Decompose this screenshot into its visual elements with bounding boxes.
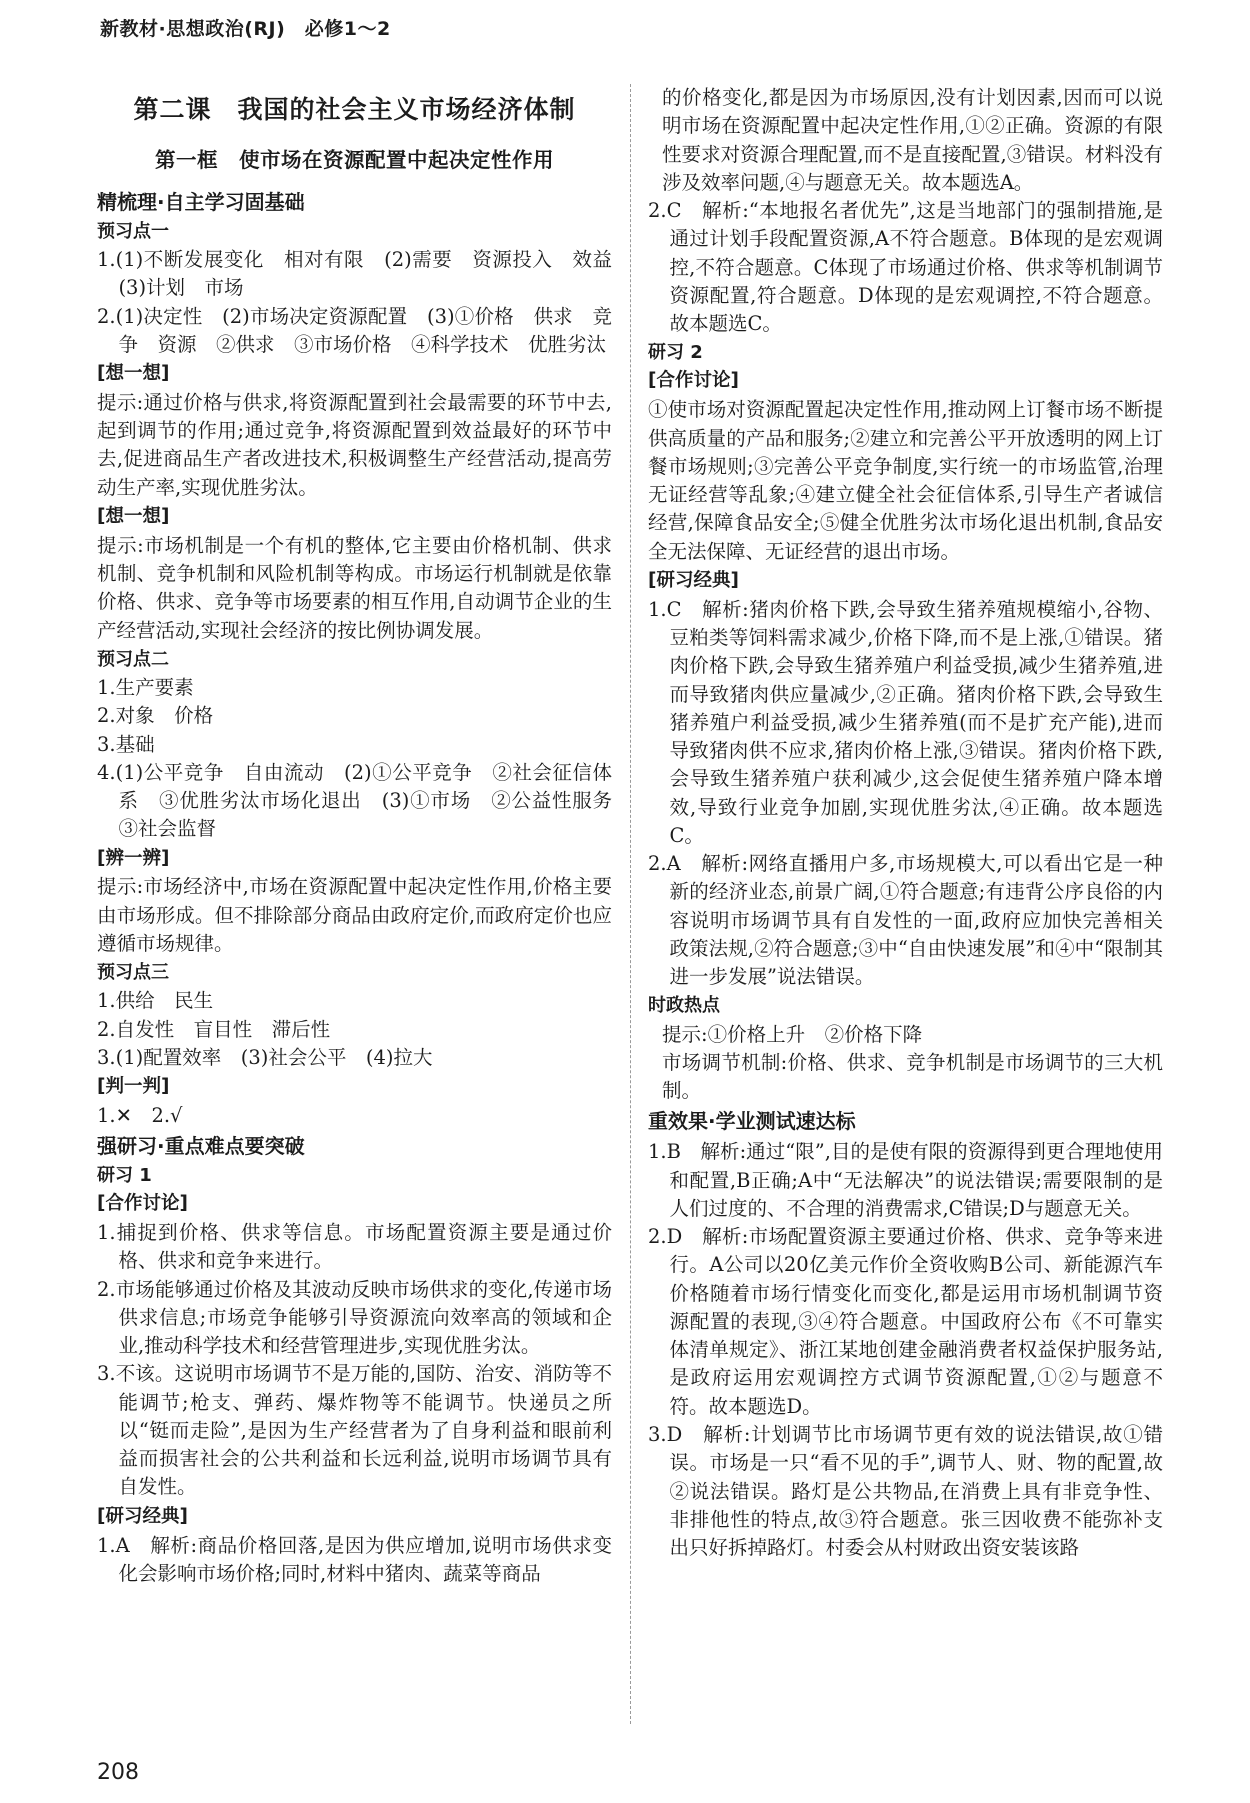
cooperation-item: 2.市场能够通过价格及其波动反映市场供求的变化,传递市场供求信息;市场竞争能够引导资源流向效率高的领域和企业,推动科学技术和经营管理进步,实现优胜劣汰。	[97, 1277, 612, 1358]
think-answer: 提示:通过价格与供求,将资源配置到社会最需要的环节中去,起到调节的作用;通过竞争,将资源配置到效益最好的环节中去,促进商品生产者改进技术,积极调整生产经营活动,提高劳动生产率,实现优胜劣汰。	[97, 390, 612, 499]
cooperation-item: 3.不该。这说明市场调节不是万能的,国防、治安、消防等不能调节;枪支、弹药、爆炸物等不能调节。快递员之所以“铤而走险”,是因为生产经营者为了自身利益和眼前利益而损害社会的公共利益和长远利益,说明市场调节具有自发性。	[97, 1362, 612, 1499]
think-heading: [想一想]	[97, 506, 170, 527]
preview-point-3-line: 3.(1)配置效率 (3)社会公平 (4)拉大	[97, 1045, 433, 1069]
section-heading-test: 重效果·学业测试速达标	[648, 1109, 856, 1134]
think-answer: 提示:市场机制是一个有机的整体,它主要由价格机制、供求机制、竞争机制和风险机制等构成。市场运行机制就是依靠价格、供求、竞争等市场要素的相互作用,自动调节企业的生产经营活动,实现社会经济的按比例协调发展。	[97, 533, 612, 642]
classic-heading: [研习经典]	[97, 1505, 188, 1527]
cooperation-item: 1.捕捉到价格、供求等信息。市场配置资源主要是通过价格、供求和竞争来进行。	[97, 1221, 612, 1273]
section-heading-study: 强研习·重点难点要突破	[97, 1134, 305, 1159]
preview-point-2-line: 2.对象 价格	[97, 704, 214, 728]
preview-point-3-line: 2.自发性 盲目性 滞后性	[97, 1017, 331, 1041]
preview-point-1-line: 1.(1)不断发展变化 相对有限 (2)需要 资源投入 效益 (3)计划 市场	[97, 248, 632, 300]
column-divider	[630, 84, 631, 1724]
preview-point-3-line: 1.供给 民生	[97, 989, 214, 1013]
classic-item: 2.C 解析:“本地报名者优先”,这是当地部门的强制措施,是通过计划手段配置资源,A不符合题意。B体现的是宏观调控,不符合题意。C体现了市场通过价格、供求等机制调节资源配置,符合题意。D体现的是宏观调控,不符合题意。故本题选C。	[648, 199, 1163, 336]
page-number: 208	[97, 1760, 139, 1785]
think-heading: [想一想]	[97, 363, 170, 385]
test-item: 2.D 解析:市场配置资源主要通过价格、供求、竞争等来进行。A公司以20亿美元作价全资收购B公司、新能源汽车价格随着市场行情变化而变化,都是运用市场机制调节资源配置的表现,③④符合题意。中国政府公布《不可靠实体清单规定》、浙江某地创建金融消费者权益保护服务站,是政府运用宏观调控方式调节资源配置,①②与题意不符。故本题选D。	[648, 1225, 1163, 1418]
study-1-heading: 研习 1	[97, 1165, 152, 1187]
left-column	[97, 80, 632, 1738]
continued-answer: 的价格变化,都是因为市场原因,没有计划因素,因而可以说明市场在资源配置中起决定性作用,①②正确。资源的有限性要求对资源合理配置,而不是直接配置,③错误。材料没有涉及效率问题,④与题意无关。故本题选A。	[662, 86, 1163, 194]
judge-answer: 1.✕ 2.√	[97, 1103, 183, 1127]
cooperation-answer: ①使市场对资源配置起决定性作用,推动网上订餐市场不断提供高质量的产品和服务;②建立和完善公平开放透明的网上订餐市场规则;③完善公平竞争制度,实行统一的市场监管,治理无证经营等乱象;④建立健全社会征信体系,引导生产者诚信经营,保障食品安全;⑤健全优胜劣汰市场化退出机制,食品安全无法保障、无证经营的退出市场。	[648, 398, 1163, 563]
hot-topic-hint: 提示:①价格上升 ②价格下降	[662, 1022, 923, 1046]
debate-heading: [辨一辨]	[97, 847, 170, 869]
preview-point-2-heading: 预习点二	[97, 648, 169, 670]
frame-title: 第一框 使市场在资源配置中起决定性作用	[155, 148, 554, 173]
judge-heading: [判一判]	[97, 1076, 170, 1098]
preview-point-2-line: 1.生产要素	[97, 675, 194, 699]
classic-item: 1.C 解析:猪肉价格下跌,会导致生猪养殖规模缩小,谷物、豆粕类等饲料需求减少,价格下降,而不是上涨,①错误。猪肉价格下跌,会导致生猪养殖户利益受损,减少生猪养殖,进而导致猪肉供应量减少,②正确。猪肉价格下跌,会导致生猪养殖户利益受损,减少生猪养殖(而不是扩充产能),进而导致猪肉供不应求,猪肉价格上涨,③错误。猪肉价格下跌,会导致生猪养殖户获利减少,这会促使生猪养殖户降本增效,导致行业竞争加剧,实现优胜劣汰,④正确。故本题选C。	[648, 597, 1163, 847]
preview-point-1-line: 2.(1)决定性 (2)市场决定资源配置 (3)①价格 供求 竞争 资源 ②供求 ③市场价格 ④科学技术 优胜劣汰	[97, 304, 612, 356]
test-item: 1.B 解析:通过“限”,目的是使有限的资源得到更合理地使用和配置,B正确;A中“无法解决”的说法错误;需要限制的是人们过度的、不合理的消费需求,C错误;D与题意无关。	[648, 1140, 1163, 1220]
right-column	[648, 84, 1163, 1724]
classic-item: 2.A 解析:网络直播用户多,市场规模大,可以看出它是一种新的经济业态,前景广阔,①符合题意;有违背公序良俗的内容说明市场调节具有自发性的一面,政府应加快完善相关政策法规,②符合题意;③中“自由快速发展”和④中“限制其进一步发展”说法错误。	[648, 852, 1163, 989]
classic-item: 1.A 解析:商品价格回落,是因为供应增加,说明市场供求变化会影响市场价格;同时,材料中猪肉、蔬菜等商品	[97, 1533, 612, 1585]
hot-topic-text: 市场调节机制:价格、供求、竞争机制是市场调节的三大机制。	[662, 1050, 1163, 1103]
preview-point-1-heading: 预习点一	[97, 220, 169, 242]
running-head: 新教材·思想政治(RJ) 必修1～2	[100, 18, 391, 40]
preview-point-3-heading: 预习点三	[97, 962, 169, 984]
preview-point-2-line: 3.基础	[97, 732, 155, 756]
test-item: 3.D 解析:计划调节比市场调节更有效的说法错误,故①错误。市场是一只“看不见的手”,调节人、财、物的配置,故②说法错误。路灯是公共物品,在消费上具有非竞争性、非排他性的特点,故③符合题意。张三因收费不能弥补支出只好拆掉路灯。村委会从村财政出资安装该路	[648, 1422, 1163, 1560]
preview-point-2-line: 4.(1)公平竞争 自由流动 (2)①公平竞争 ②社会征信体系 ③优胜劣汰市场化退出 (3)①市场 ②公益性服务 ③社会监督	[97, 760, 632, 841]
section-heading-preview: 精梳理·自主学习固基础	[97, 189, 305, 214]
hot-topic-heading: 时政热点	[648, 995, 720, 1017]
cooperation-heading: [合作讨论]	[648, 370, 739, 392]
classic-heading: [研习经典]	[648, 569, 739, 591]
cooperation-heading: [合作讨论]	[97, 1193, 188, 1215]
lesson-title: 第二课 我国的社会主义市场经济体制	[133, 95, 576, 124]
debate-answer: 提示:市场经济中,市场在资源配置中起决定性作用,价格主要由市场形成。但不排除部分商品由政府定价,而政府定价也应遵循市场规律。	[97, 875, 612, 955]
study-2-heading: 研习 2	[648, 342, 703, 364]
